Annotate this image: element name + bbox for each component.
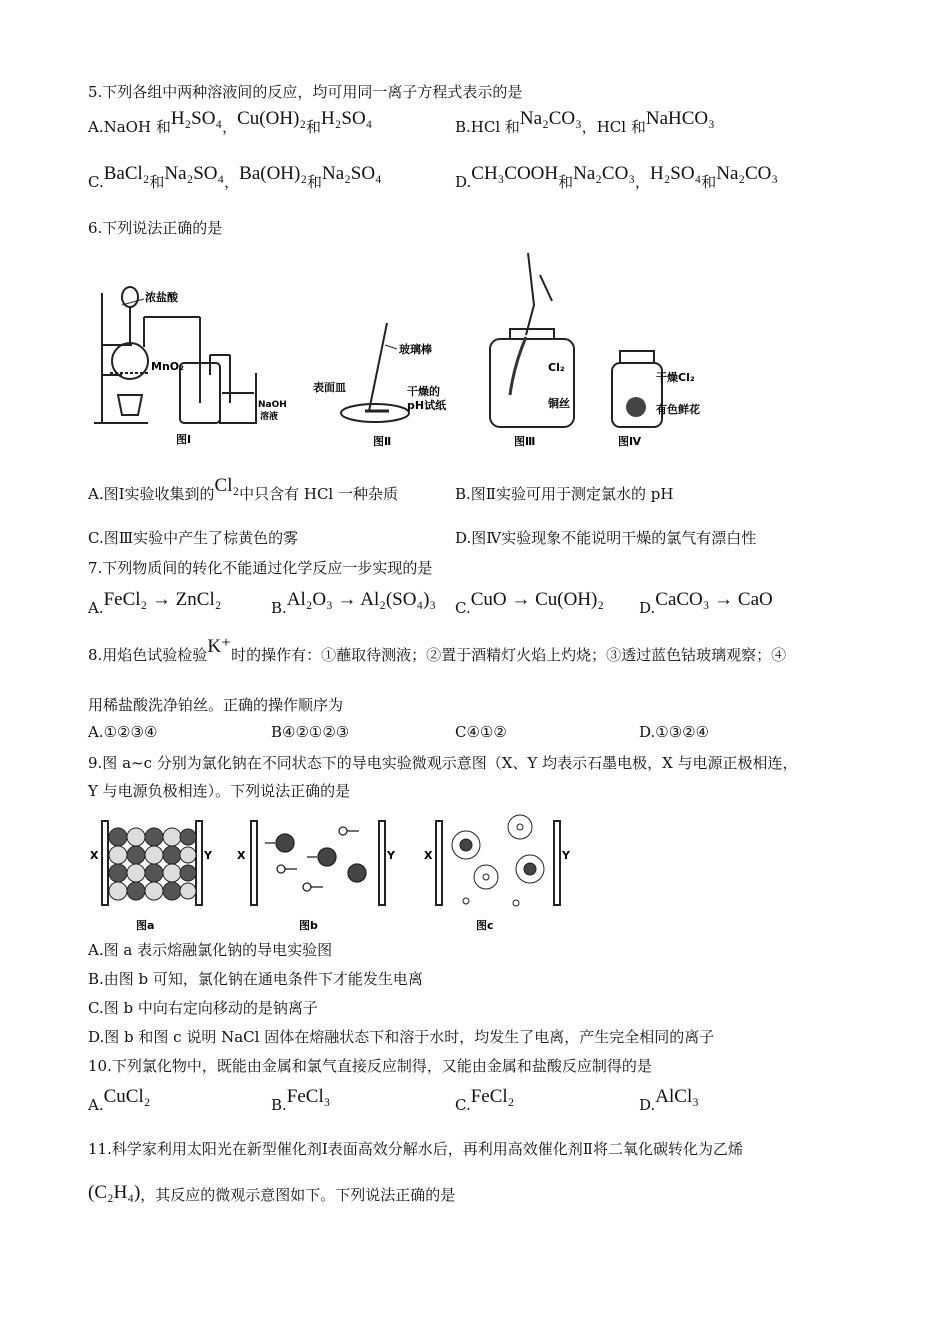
q6-option-c: C.图Ⅲ实验中产生了棕黄色的雾 [88,529,299,547]
q5-b-sep: ，HCl 和 [581,118,646,136]
fig2-dish-label: 表面皿 [313,381,346,394]
q5-c-letter: C. [88,173,104,191]
q5-d-sep: ， [634,173,650,191]
q5-stem: 5.下列各组中两种溶液间的反应，均可用同一离子方程式表示的是 [88,83,523,101]
q8-option-c: C④①② [455,723,507,741]
q5-d-and: 和 [558,173,574,191]
formula-cucl2: CuCl₂ [103,1086,151,1107]
q9-option-c: C.图 b 中向右定向移动的是钠离子 [88,999,318,1017]
q9-option-a: A.图 a 表示熔融氯化钠的导电实验图 [88,941,333,959]
formula-baoh2: Ba(OH)₂ [239,163,307,184]
q5-option-b [455,108,715,137]
q7-option-b [271,589,437,618]
q9-stem-line2: Y 与电源负极相连）。下列说法正确的是 [88,782,351,800]
q9-option-d: D.图 b 和图 c 说明 NaCl 固体在熔融状态下和溶于水时，均发生了电离，产生完全相同的离子 [88,1028,715,1046]
formula-na2co3: Na₂CO₃ [716,163,779,184]
q5-a-text: A.NaOH 和 [88,118,171,136]
figure-a-solid-nacl [88,815,228,935]
fig2-paper-label2: pH试纸 [407,399,447,412]
fig1-naoh-label: NaOH [258,400,287,410]
q8-stem-line2: 用稀盐酸洗净铂丝。正确的操作顺序为 [88,696,344,714]
q10-a-letter: A. [88,1096,104,1114]
fig1-mno2-label: MnO₂ [151,360,184,373]
fig-b-x: X [237,849,246,862]
q11-stem-line1: 11.科学家利用太阳光在新型催化剂Ⅰ表面高效分解水后，再利用高效催化剂Ⅱ将二氧化碳转化为乙烯 [88,1140,743,1158]
q7-b-letter: B. [271,599,287,617]
q8-option-d: D.①③②④ [639,723,710,741]
q5-d-and2: 和 [701,173,717,191]
fig-b-y: Y [387,849,395,862]
q7-stem: 7.下列物质间的转化不能通过化学反应一步实现的是 [88,559,433,577]
fig2-caption: 图Ⅱ [373,435,392,448]
fig4-dry-cl2-label: 干燥Cl₂ [656,371,695,384]
formula-cl2: Cl₂ [214,475,240,496]
q6-a-text1: A.图Ⅰ实验收集到的 [88,485,215,503]
q7-option-a [88,589,222,618]
fig1-solution-label: 溶液 [260,412,279,422]
q8-stem-line1 [88,636,787,665]
formula-na2so4: Na₂SO₄ [321,163,382,184]
formula-bacl2: BaCl₂ [103,163,150,184]
q6-option-a [88,475,399,504]
formula-ch3cooh: CH₃COOH [471,163,559,184]
q10-option-b [271,1086,331,1115]
formula-h2so4: H₂SO₄ [649,163,702,184]
q5-option-d [455,163,779,192]
q5-d-letter: D. [455,173,472,191]
formula-alcl3: AlCl₃ [655,1086,699,1107]
reaction-7d: CaCO₃ → CaO [655,589,773,610]
q7-option-d [639,589,773,618]
q7-option-c [455,589,605,618]
reaction-7c: CuO → Cu(OH)₂ [470,589,605,610]
q6-a-text2: 中只含有 HCl 一种杂质 [239,485,399,503]
fig4-caption: 图Ⅳ [618,435,642,448]
q5-a-sep: ， [222,118,238,136]
formula-nahco3: NaHCO₃ [645,108,715,129]
formula-na2so4: Na₂SO₄ [164,163,225,184]
q8-stem-b: 时的操作有：①蘸取待测液；②置于酒精灯火焰上灼烧；③透过蓝色钴玻璃观察；④ [231,646,787,664]
fig-a-y: Y [204,849,212,862]
reaction-7b: Al₂O₃ → Al₂(SO₄)₃ [286,589,437,610]
fig-c-x: X [424,849,433,862]
q6-option-d: D.图Ⅳ实验现象不能说明干燥的氯气有漂白性 [455,529,757,547]
formula-na2co3: Na₂CO₃ [573,163,635,184]
fig4-flower-label: 有色鲜花 [656,403,700,416]
formula-c2h4: (C₂H₄) [88,1182,141,1203]
q9-option-b: B.由图 b 可知，氯化钠在通电条件下才能发生电离 [88,970,423,988]
q8-option-a: A.①②③④ [88,723,158,741]
q10-b-letter: B. [271,1096,287,1114]
q5-c-sep: ， [224,173,240,191]
q11-stem-text: ，其反应的微观示意图如下。下列说法正确的是 [140,1186,456,1204]
fig-c-caption: 图c [476,919,494,932]
q10-option-d [639,1086,699,1115]
fig3-cl2-label: Cl₂ [548,361,565,374]
formula-na2co3: Na₂CO₃ [519,108,582,129]
q5-b-text: B.HCl 和 [455,118,520,136]
figure-1-chlorine-generator [88,275,298,450]
figure-4-dry-chlorine [600,345,730,450]
figure-b-molten-nacl [235,815,405,935]
figure-2-ph-test [305,315,465,450]
formula-fecl3: FeCl₃ [286,1086,331,1107]
formula-h2so4: H₂SO₄ [170,108,223,129]
q5-a-and: 和 [306,118,322,136]
q10-d-letter: D. [639,1096,656,1114]
fig-c-y: Y [562,849,570,862]
q7-c-letter: C. [455,599,471,617]
q10-option-c [455,1086,515,1115]
fig-a-x: X [90,849,99,862]
q8-stem-a: 8.用焰色试验检验 [88,646,208,664]
q6-stem: 6.下列说法正确的是 [88,219,223,237]
q5-c-and: 和 [149,173,165,191]
q10-option-a [88,1086,151,1115]
fig3-caption: 图Ⅲ [514,435,536,448]
fig2-paper-label1: 干燥的 [407,385,440,398]
figure-c-nacl-solution [420,805,580,935]
formula-cuoh2: Cu(OH)₂ [237,108,307,129]
q6-option-b: B.图Ⅱ实验可用于测定氯水的 pH [455,485,674,503]
fig-b-caption: 图b [299,919,318,932]
q10-stem: 10.下列氯化物中，既能由金属和氯气直接反应制得，又能由金属和盐酸反应制得的是 [88,1057,652,1075]
fig-a-caption: 图a [136,919,155,932]
q9-stem-line1: 9.图 a~c 分别为氯化钠在不同状态下的导电实验微观示意图（X、Y 均表示石墨电极，X 与电源正极相连， [88,754,798,772]
q5-option-c [88,163,382,192]
formula-h2so4: H₂SO₄ [321,108,373,129]
figure-3-copper-burning [470,245,600,450]
q7-d-letter: D. [639,599,656,617]
formula-fecl2: FeCl₂ [470,1086,515,1107]
fig3-wire-label: 铜丝 [548,397,570,410]
reaction-7a: FeCl₂ → ZnCl₂ [103,589,222,610]
q8-option-b: B④②①②③ [271,723,350,741]
q11-stem-line2 [88,1182,456,1205]
fig1-acid-label: 浓盐酸 [145,291,178,304]
q7-a-letter: A. [88,599,104,617]
q5-option-a [88,108,373,137]
fig1-caption: 图Ⅰ [176,433,192,446]
fig2-rod-label: 玻璃棒 [399,343,432,356]
q10-c-letter: C. [455,1096,471,1114]
formula-k-ion: K⁺ [207,636,232,657]
q5-c-and2: 和 [306,173,322,191]
